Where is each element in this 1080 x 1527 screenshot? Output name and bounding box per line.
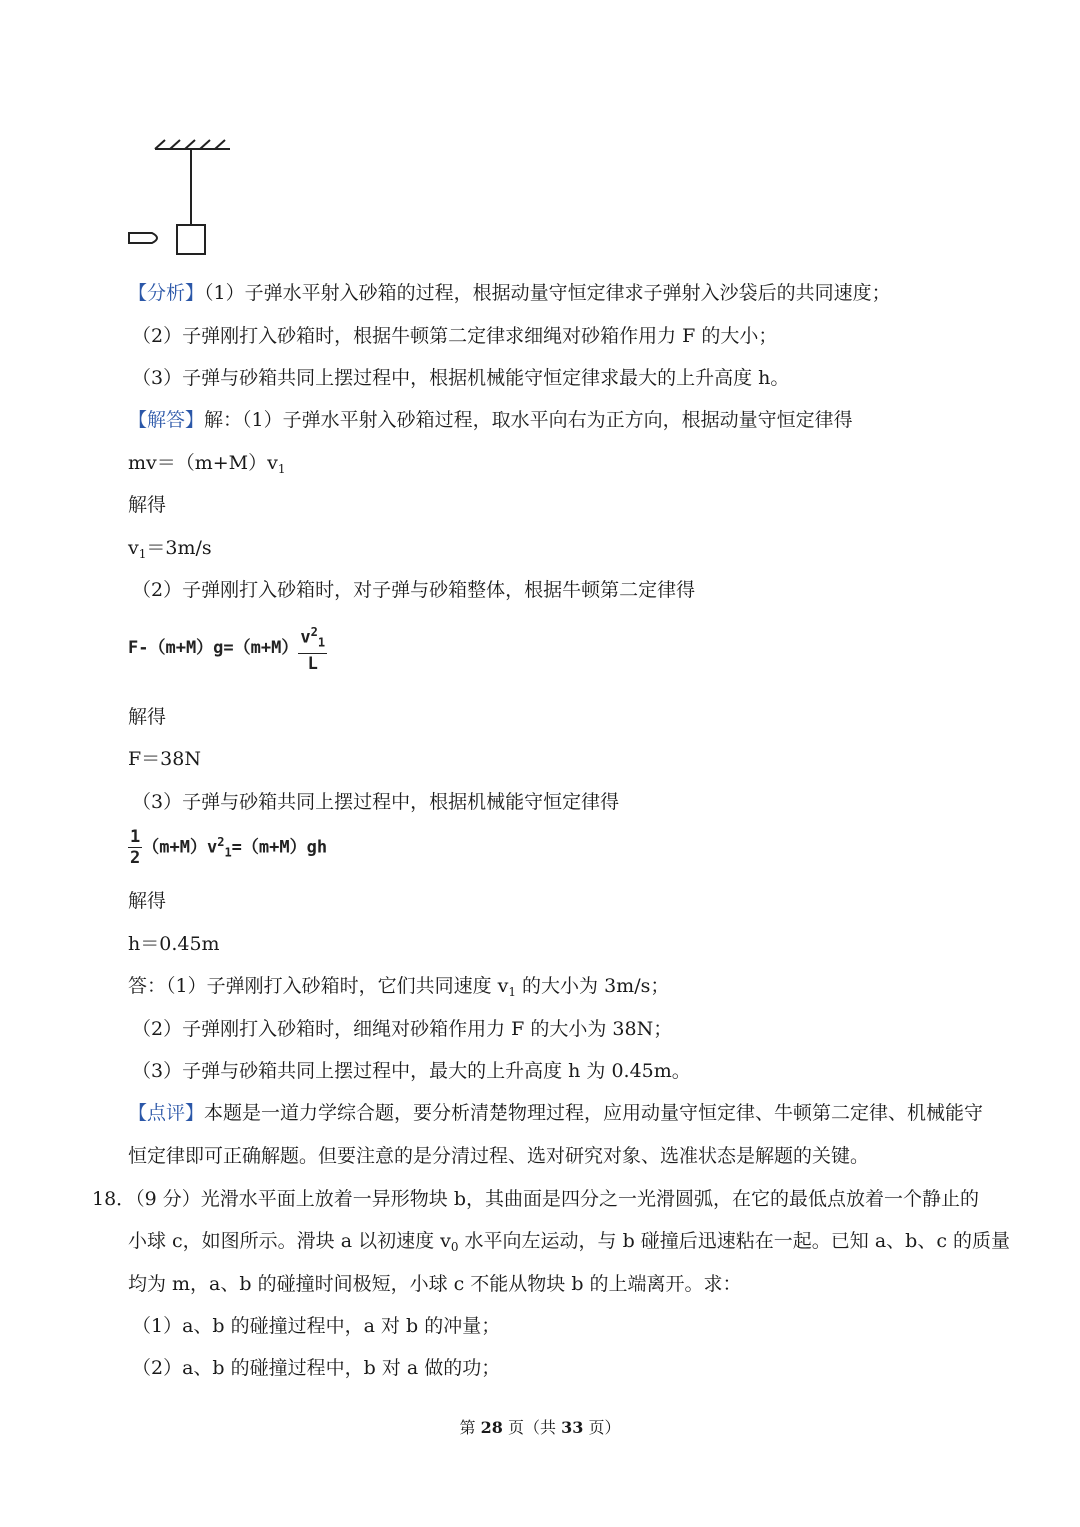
comment-line-1: 【点评】本题是一道力学综合题，要分析清楚物理过程，应用动量守恒定律、牛顿第二定律、机械能守 <box>128 1102 984 1124</box>
bullet-shape <box>129 233 157 243</box>
question-18-line-3: 均为 m，a、b 的碰撞时间极短，小球 c 不能从物块 b 的上端离开。求： <box>128 1273 742 1295</box>
answer-3: （3）子弹与砂箱共同上摆过程中，最大的上升高度 h 为 0.45m。 <box>132 1060 691 1082</box>
half-fraction: $\frac{1}{2}$ <box>130 827 141 868</box>
page-number: 28 <box>480 1418 503 1437</box>
solve-label-3: 解得 <box>128 890 167 912</box>
analysis-paragraph-2: （2）子弹刚打入砂箱时，根据牛顿第二定律求细绳对砂箱作用力 F 的大小； <box>132 325 778 347</box>
question-18-line-1: 18．（9 分）光滑水平面上放着一异形物块 b，其曲面是四分之一光滑圆弧，在它的最低点放着一个静止的 <box>92 1188 980 1210</box>
comment-line-2: 恒定律即可正确解题。但要注意的是分清过程、选对研究对象、选准状态是解题的关键。 <box>128 1145 870 1167</box>
solve-label-2: 解得 <box>128 706 167 728</box>
answer-2: （2）子弹刚打入砂箱时，细绳对砂箱作用力 F 的大小为 38N； <box>132 1018 673 1040</box>
analysis-paragraph-1: 【分析】（1）子弹水平射入砂箱的过程，根据动量守恒定律求子弹射入沙袋后的共同速度； <box>128 282 891 304</box>
solution-intro: 【解答】解：（1）子弹水平射入砂箱过程，取水平向右为正方向，根据动量守恒定律得 <box>128 409 853 431</box>
analysis-paragraph-3: （3）子弹与砂箱共同上摆过程中，根据机械能守恒定律求最大的上升高度 h。 <box>132 367 790 389</box>
page-footer: 第 28 页（共 33 页） <box>459 1418 621 1437</box>
analysis-tag: 【分析】 <box>128 282 205 304</box>
equation-momentum: $mv=(m+M)v_1$ <box>128 452 286 476</box>
comment-tag: 【点评】 <box>128 1102 205 1124</box>
question-18-part-2: （2）a、b 的碰撞过程中，b 对 a 做的功； <box>132 1357 501 1379</box>
pendulum-diagram <box>125 135 240 260</box>
velocity-fraction: $\frac{v^2_1}{L}$ <box>298 622 327 674</box>
sandbox-rect <box>177 225 205 254</box>
solution-tag: 【解答】 <box>128 409 205 431</box>
question-18-line-2: 小球 c，如图所示。滑块 a 以初速度 $v_0$ 水平向左运动，与 b 碰撞后迅速粘在一起。已知 a、b、c 的质量 <box>128 1230 1011 1254</box>
solution-step-2: （2）子弹刚打入砂箱时，对子弹与砂箱整体，根据牛顿第二定律得 <box>132 579 696 601</box>
F-result: F＝38N <box>128 748 201 770</box>
equation-newton: F-（m+M）g=（m+M） $\frac{v^2_1}{L}$ <box>128 622 327 674</box>
page-total: 33 <box>561 1418 584 1437</box>
v1-result: $v_1=3m/s$ <box>128 537 212 561</box>
h-result: h＝0.45m <box>128 933 220 955</box>
equation-energy: $\frac{1}{2}$ $(m+M)v^2_1=(m+M)gh$ <box>130 827 328 868</box>
solve-label-1: 解得 <box>128 494 167 516</box>
question-18-part-1: （1）a、b 的碰撞过程中，a 对 b 的冲量； <box>132 1315 501 1337</box>
solution-step-3: （3）子弹与砂箱共同上摆过程中，根据机械能守恒定律得 <box>132 791 620 813</box>
answer-1: 答：（1）子弹刚打入砂箱时，它们共同速度 $v_1$ 的大小为 3m/s； <box>128 975 670 999</box>
